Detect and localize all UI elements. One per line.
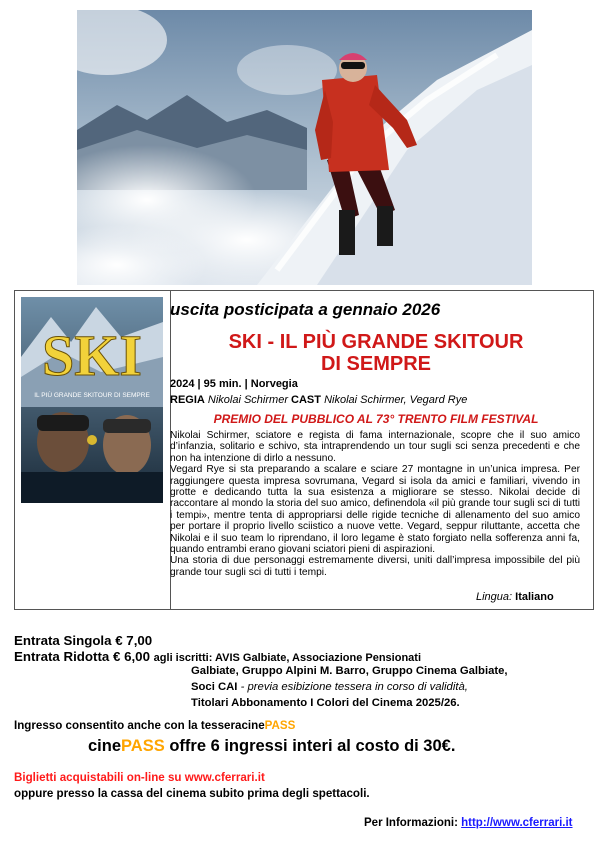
release-note: uscita posticipata a gennaio 2026 bbox=[170, 300, 441, 319]
hero-photo bbox=[77, 10, 532, 285]
box-office-note: oppure presso la cassa del cinema subito prima degli spettacoli. bbox=[14, 787, 370, 800]
film-language bbox=[476, 591, 554, 603]
cinepass-rest: offre 6 ingressi interi al costo di 30€. bbox=[164, 737, 456, 755]
film-title bbox=[170, 331, 582, 375]
info-line bbox=[364, 817, 573, 829]
regia-label: REGIA bbox=[170, 394, 205, 406]
price-reduced-line3 bbox=[191, 681, 468, 693]
cast-value: Nikolai Schirmer, Vegard Rye bbox=[324, 394, 468, 406]
poster-subtitle: IL PIÙ GRANDE SKITOUR DI SEMPRE bbox=[34, 392, 150, 399]
price-reduced-label: Entrata Ridotta € 6,00 bbox=[14, 649, 150, 664]
soci-cai: Soci CAI bbox=[191, 681, 238, 693]
online-tickets: Biglietti acquistabili on-line su www.cferrari.it bbox=[14, 771, 265, 784]
cinepass-pass: PASS bbox=[121, 737, 165, 755]
film-title-line2: DI SEMPRE bbox=[320, 353, 432, 375]
tessera-note: - previa esibizione tessera in corso di validità, bbox=[237, 681, 468, 693]
film-credits bbox=[170, 394, 467, 406]
mountaineer-image bbox=[77, 10, 532, 285]
tessera-note-line bbox=[14, 719, 295, 732]
price-single: Entrata Singola € 7,00 bbox=[14, 633, 153, 648]
price-reduced-text: agli iscritti: AVIS Galbiate, Associazione Pensionati bbox=[153, 652, 422, 664]
synopsis-paragraph: Nikolai Schirmer, sciatore e regista di fama internazionale, scopre che il suo amico d’infanzia, solitario e schivo, sta intraprendendo un tour sugli sci senza precedenti e che non ha intenzione di dirlo a nessuno. bbox=[170, 430, 580, 464]
tessera-pass: PASS bbox=[264, 719, 296, 732]
cinepass-offer bbox=[88, 737, 455, 756]
poster-title: SKI bbox=[42, 323, 142, 388]
regia-value: Nikolai Schirmer bbox=[207, 394, 288, 406]
film-synopsis bbox=[170, 430, 580, 578]
cinepass-cine: cine bbox=[88, 737, 122, 755]
film-poster bbox=[21, 297, 163, 503]
film-title-line1: SKI - IL PIÙ GRANDE SKITOUR bbox=[228, 331, 524, 353]
price-reduced bbox=[14, 649, 421, 664]
info-link[interactable]: http://www.cferrari.it bbox=[461, 817, 573, 829]
film-prize: PREMIO DEL PUBBLICO AL 73° TRENTO FILM FESTIVAL bbox=[213, 412, 539, 426]
price-reduced-line4: Titolari Abbonamento I Colori del Cinema 2025/26. bbox=[191, 697, 460, 709]
tessera-text: Ingresso consentito anche con la tesseracine bbox=[14, 719, 265, 732]
info-label: Per Informazioni: bbox=[364, 817, 462, 829]
synopsis-paragraph: Una storia di due personaggi estremamente diversi, uniti dall’impresa impossibile del più grande tour sugli sci di tutti i tempi. bbox=[170, 555, 580, 578]
cast-label: CAST bbox=[291, 394, 321, 406]
synopsis-paragraph: Vegard Rye si sta preparando a scalare e sciare 27 montagne in un’unica impresa. Per raggiungere questa impresa sovrumana, Vegard si isola da amici e familiari, vivendo in grotte e dedicando tutta la sua esistenza a migliorare se stesso. Nikolai decide di raccontare al mondo la storia del suo amico, definendola «il più grande tour sugli sci di tutti i tempi», mentre tenta di appropriarsi delle rigide tecniche di allenamento del suo amico per portare il proprio livello sciistico a nuove vette. Vegard, seppur riluttante, accetta che Nikolai e il suo team lo riprendano, il loro legame è stato forgiato nella sofferenza anni fa, quando entrambi erano giovani sciatori pieni di aspirazioni. bbox=[170, 464, 580, 556]
price-reduced-line2: Galbiate, Gruppo Alpini M. Barro, Gruppo Cinema Galbiate, bbox=[191, 665, 508, 677]
language-value: Italiano bbox=[515, 591, 554, 603]
film-meta: 2024 | 95 min. | Norvegia bbox=[170, 378, 298, 390]
language-label: Lingua: bbox=[476, 591, 513, 603]
